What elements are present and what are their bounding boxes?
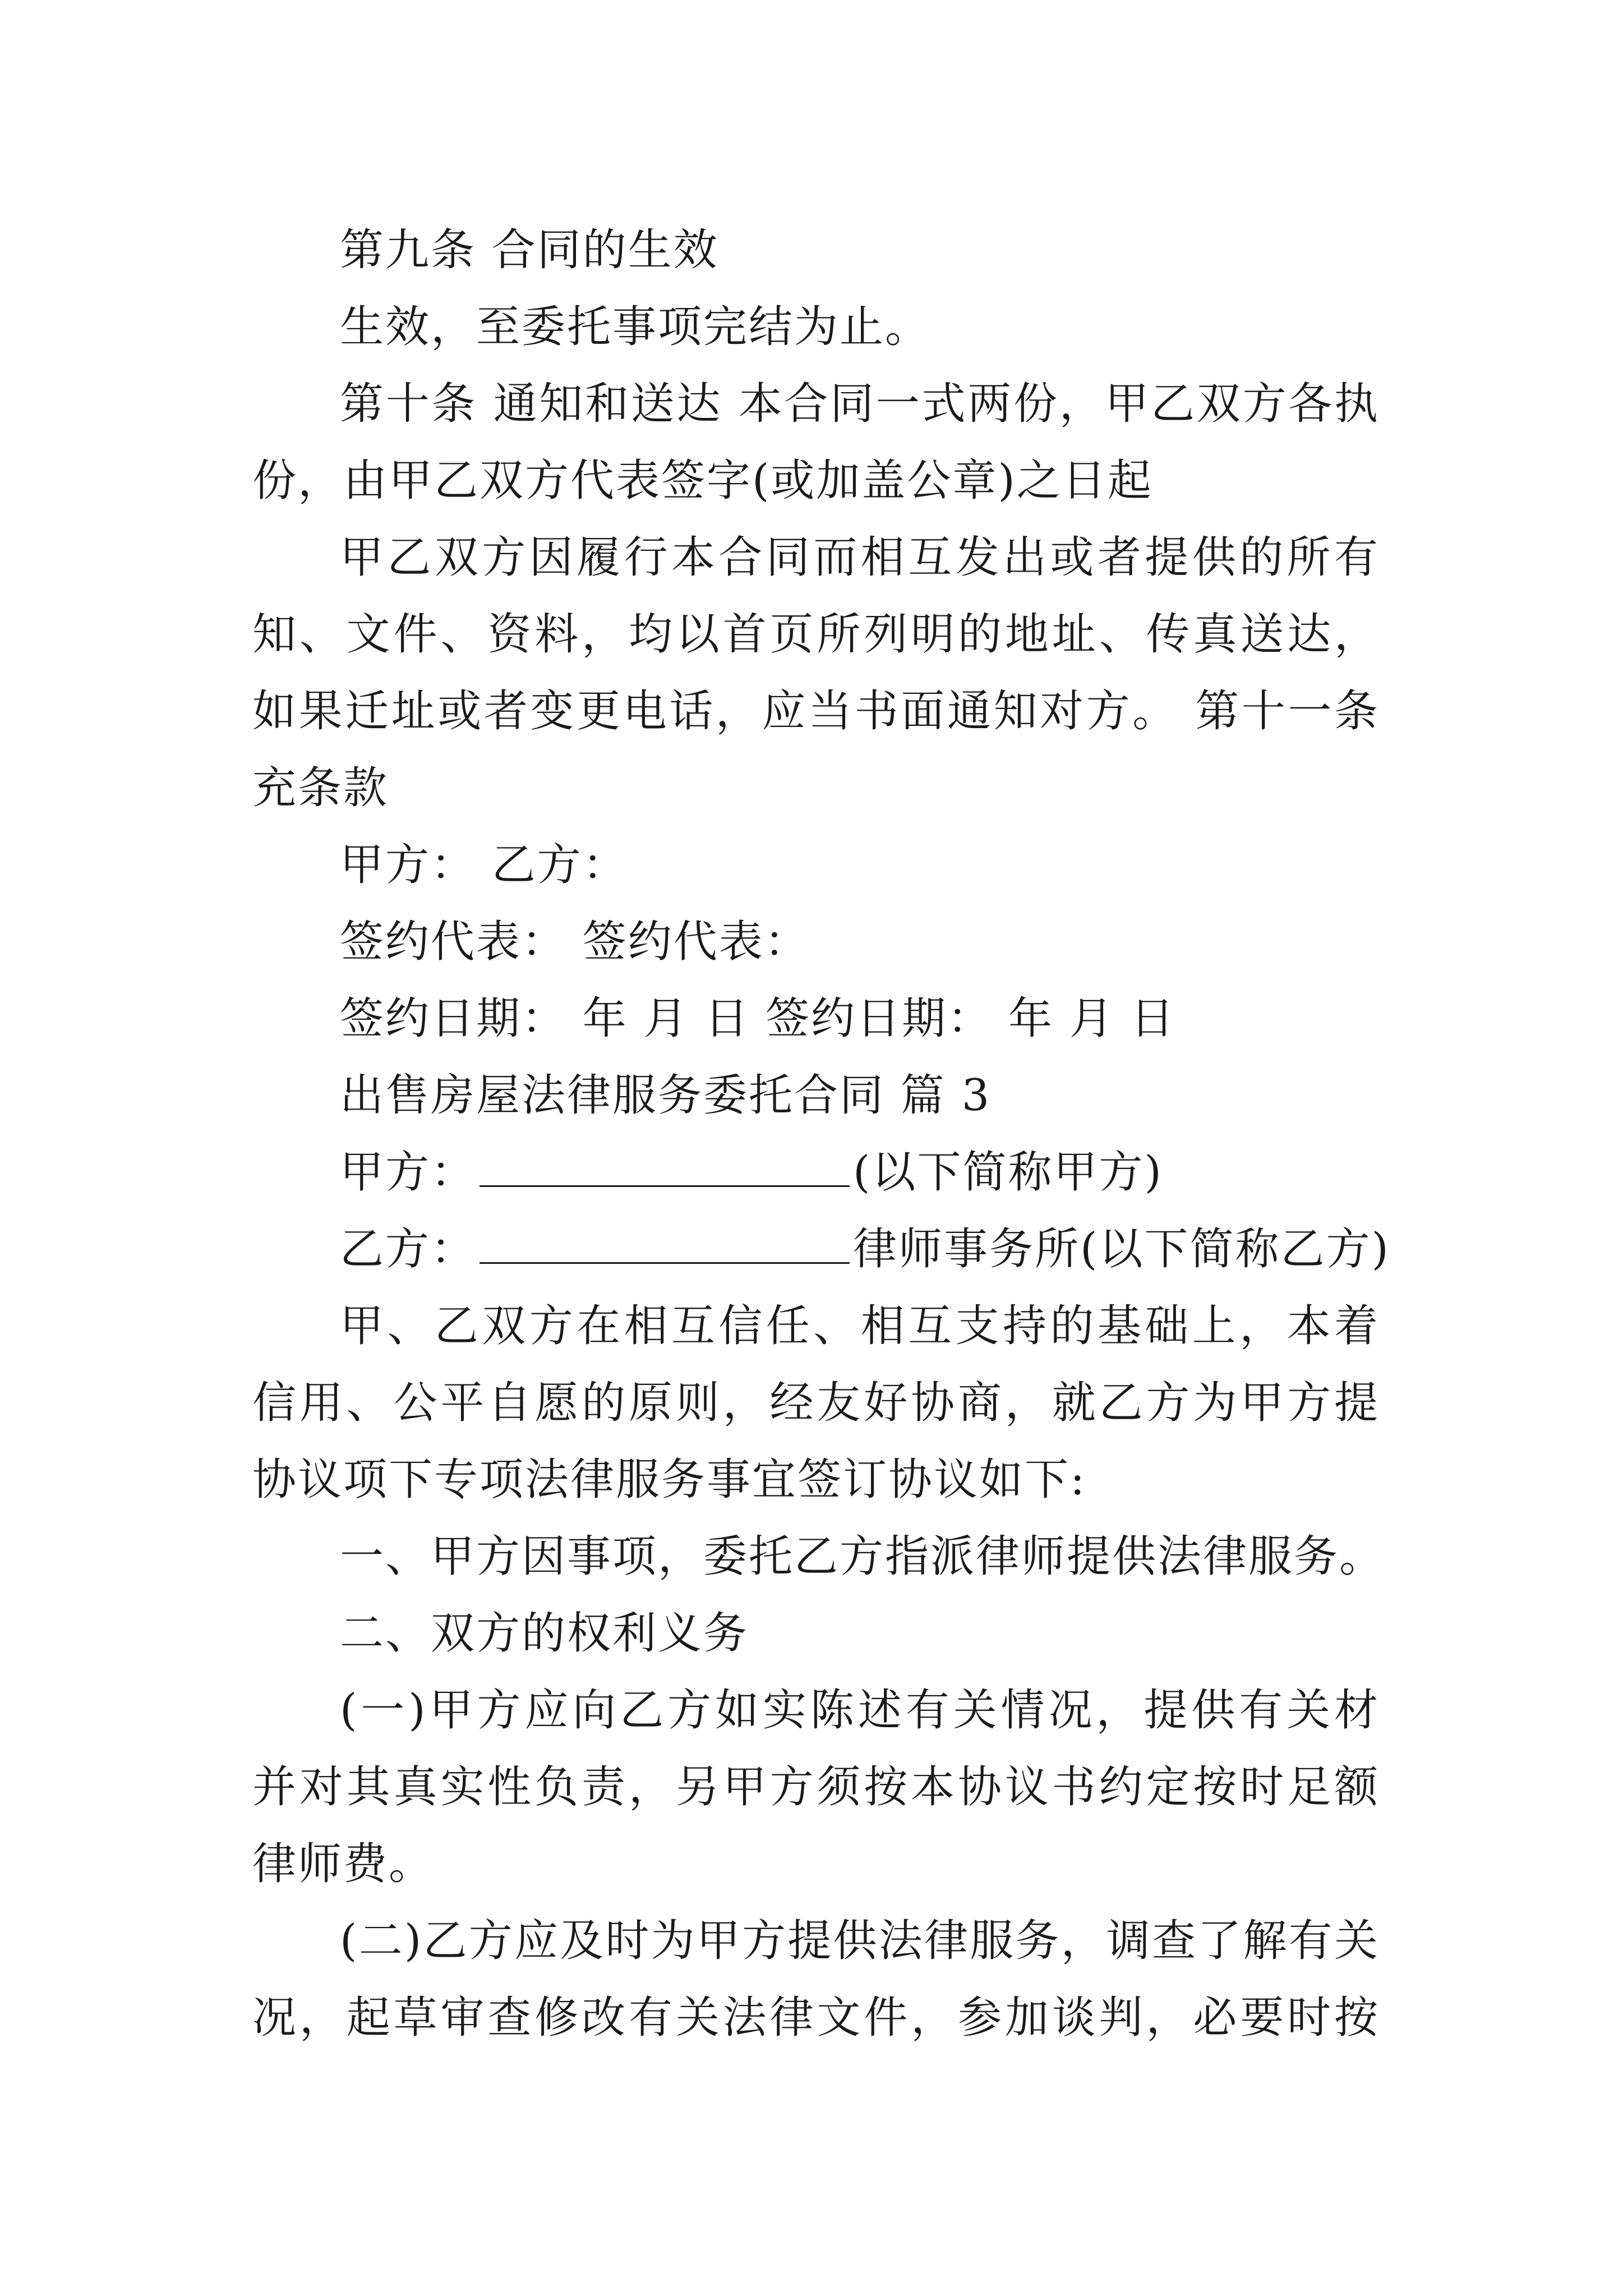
clause-2-heading: 二、双方的权利义务 — [340, 1608, 749, 1659]
article-9-heading: 第九条 合同的生效 — [340, 225, 719, 275]
party-b-suffix: 律师事务所(以下简称乙方) — [853, 1224, 1390, 1274]
effective-clause-text: 生效，至委托事项完结为止。 — [340, 302, 931, 352]
party-b-line — [252, 1211, 1390, 1288]
document-page — [252, 212, 1390, 2056]
party-b-blank — [479, 1228, 850, 1264]
notice-paragraph-line-4: 充条款 — [252, 763, 389, 813]
signing-representative-line: 签约代表： 签约代表： — [340, 917, 810, 967]
party-a-label: 甲方： — [340, 1147, 477, 1198]
preamble-line-1: 甲、乙双方在相互信任、相互支持的基础上，本着 — [340, 1301, 1380, 1351]
party-a-blank — [479, 1152, 850, 1187]
article-10-line-1: 第十条 通知和送达 本合同一式两份，甲乙双方各执 — [340, 379, 1380, 429]
clause-2-1-line-3: 律师费。 — [252, 1839, 435, 1889]
contract-section-title: 出售房屋法律服务委托合同 篇 3 — [340, 1070, 992, 1121]
party-names-line: 甲方： 乙方： — [340, 840, 628, 890]
preamble-line-3: 协议项下专项法律服务事宜签订协议如下: — [252, 1455, 1087, 1505]
party-a-suffix: (以下简称甲方) — [853, 1147, 1163, 1198]
notice-paragraph-line-3: 如果迁址或者变更电话，应当书面通知对方。 第十一条 — [252, 686, 1380, 737]
clause-2-2-line-1: (二)乙方应及时为甲方提供法律服务，调查了解有关 — [340, 1916, 1380, 1966]
notice-paragraph-line-2: 知、文件、资料，均以首页所列明的地址、传真送达， — [252, 609, 1380, 660]
clause-2-1-line-2: 并对其真实性负责，另甲方须按本协议书约定按时足额 — [252, 1762, 1380, 1812]
party-a-line — [252, 1134, 1380, 1211]
notice-paragraph-line-1: 甲乙双方因履行本合同而相互发出或者提供的所有 — [340, 532, 1380, 583]
preamble-line-2: 信用、公平自愿的原则，经友好协商，就乙方为甲方提 — [252, 1378, 1380, 1428]
clause-1: 一、甲方因事项，委托乙方指派律师提供法律服务。 — [340, 1531, 1385, 1582]
signing-date-line: 签约日期： 年 月 日 签约日期： 年 月 日 — [340, 993, 1176, 1044]
party-b-label: 乙方： — [340, 1224, 477, 1274]
clause-2-2-line-2: 况，起草审查修改有关法律文件，参加谈判，必要时按 — [252, 1993, 1380, 2043]
article-10-line-2: 份，由甲乙双方代表签字(或加盖公章)之日起 — [252, 455, 1153, 506]
clause-2-1-line-1: (一)甲方应向乙方如实陈述有关情况，提供有关材 — [340, 1685, 1380, 1736]
